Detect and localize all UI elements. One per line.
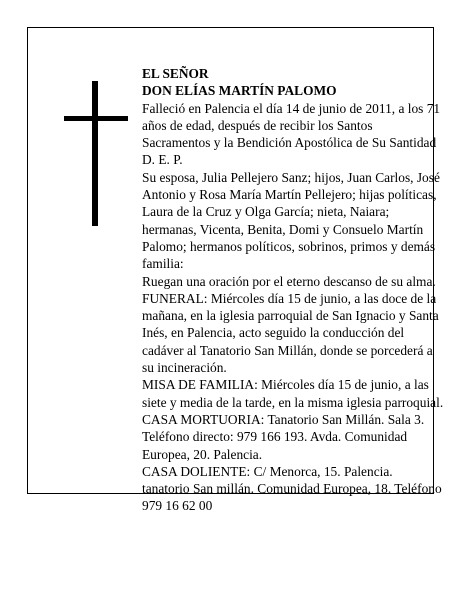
text-line: mañana, en la iglesia parroquial de San Ignacio y Santa (142, 308, 439, 324)
text-line: su incineración. (142, 360, 227, 376)
cross-icon-bar (64, 116, 128, 121)
text-line: Teléfono directo: 979 166 193. Avda. Comunidad (142, 429, 408, 445)
text-line: Sacramentos y la Bendición Apostólica de Su Santidad (142, 135, 437, 151)
text-line: FUNERAL: Miércoles día 15 de junio, a las doce de la (142, 290, 437, 306)
text-line: Europea, 20. Palencia. (142, 446, 263, 462)
text-line: Su esposa, Julia Pellejero Sanz; hijos, Juan Carlos, José (142, 169, 440, 185)
text-line: tanatorio San millán. Comunidad Europea, 18. Teléfono (142, 481, 442, 497)
text-line: CASA DOLIENTE: C/ Menorca, 15. Palencia. (142, 463, 393, 479)
text-line: años de edad, después de recibir los Santos (142, 117, 373, 133)
text-line: CASA MORTUORIA: Tanatorio San Millán. Sala 3. (142, 411, 425, 427)
obituary-card (27, 27, 444, 514)
text-line: MISA DE FAMILIA: Miércoles día 15 de junio, a las (142, 377, 429, 393)
obituary-text (142, 65, 454, 515)
text-line: familia: (142, 256, 184, 272)
text-line: Laura de la Cruz y Olga García; nieta, Naiara; (142, 204, 390, 220)
text-line: 979 16 62 00 (142, 498, 213, 514)
text-line: Palomo; hermanos políticos, sobrinos, primos y demás (142, 238, 436, 254)
text-line: Ruegan una oración por el eterno descanso de su alma. (142, 273, 436, 289)
text-line: Inés, en Palencia, acto seguido la conducción del (142, 325, 405, 341)
cross-icon (92, 81, 98, 226)
heading-title: EL SEÑOR (142, 66, 209, 81)
text-line: Antonio y Rosa María Martín Pellejero; hijas políticas, (142, 187, 437, 203)
text-line: cadáver al Tanatorio San Millán, donde se porcederá a (142, 342, 433, 358)
deceased-name: DON ELÍAS MARTÍN PALOMO (142, 83, 337, 99)
text-line: siete y media de la tarde, en la misma iglesia parroquial. (142, 394, 444, 410)
text-line: Falleció en Palencia el día 14 de junio de 2011, a los 71 (142, 100, 441, 116)
text-line: hermanas, Vicenta, Benita, Domi y Consuelo Martín (142, 221, 424, 237)
text-line: D. E. P. (142, 152, 183, 168)
